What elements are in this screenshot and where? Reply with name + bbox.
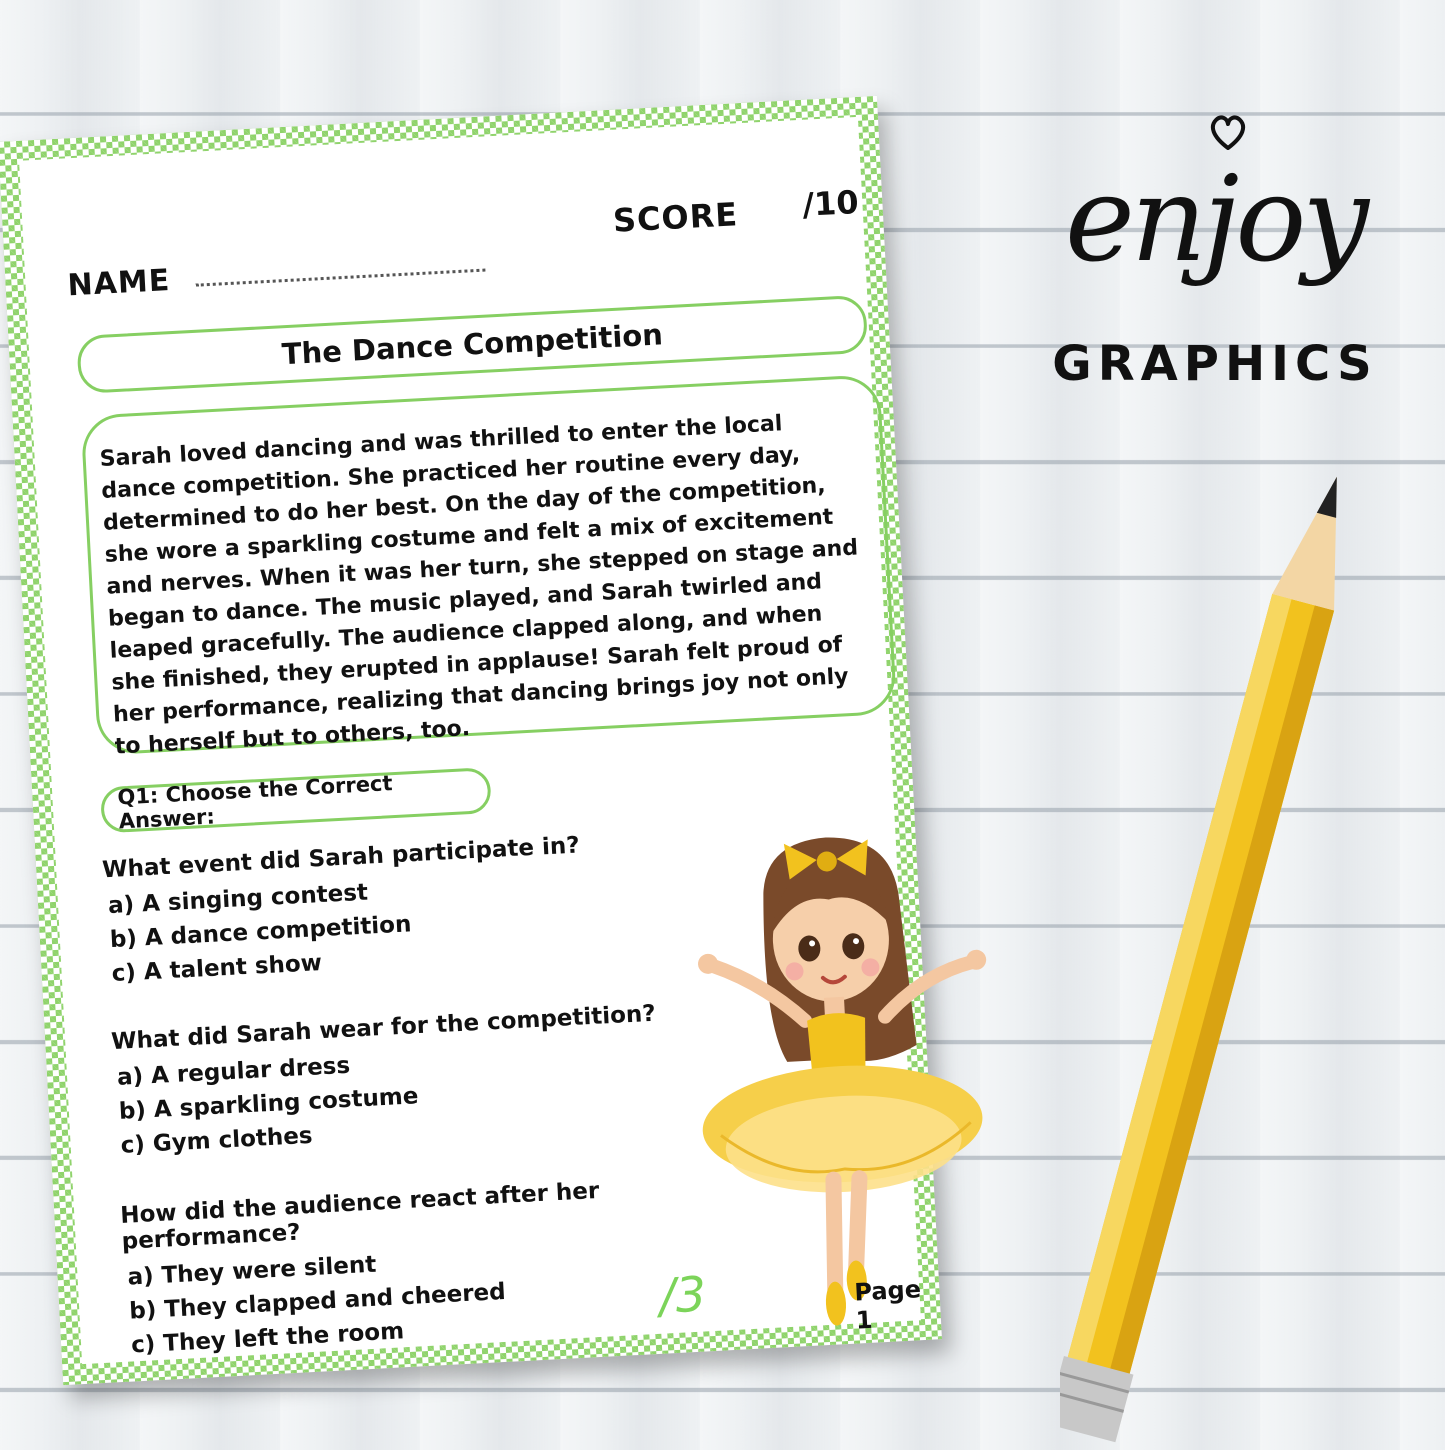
section-header: Q1: Choose the Correct Answer: — [116, 771, 394, 834]
answer-option[interactable]: b) A dance competition — [109, 911, 413, 954]
answer-option[interactable]: a) A regular dress — [116, 1052, 351, 1091]
passage-box — [80, 374, 897, 760]
answer-option[interactable]: c) Gym clothes — [120, 1122, 314, 1159]
question-text: How did the audience react after her performance? — [119, 1177, 600, 1255]
worksheet-body — [19, 117, 921, 1364]
score-total: /10 — [801, 182, 860, 224]
worksheet-title: The Dance Competition — [280, 317, 664, 372]
question-block-1 — [102, 824, 748, 991]
answer-option[interactable]: b) They clapped and cheered — [128, 1278, 507, 1325]
answer-option[interactable]: b) A sparkling costume — [118, 1083, 420, 1125]
heart-icon — [1206, 110, 1250, 154]
reading-passage: Sarah loved dancing and was thrilled to enter the local dance competition. She practiced her routine every day, determined to do her best. On the day of the competition, she wore a sparkling costume and felt a mix of excitement and nerves. When it was her turn, she stepped on stage and began to dance. The music played, and Sarah twirled and leaped gracefully. The audience clapped along, and when she finished, they erupted in applause! Sarah felt proud of her performance, realizing that dancing brings joy not only to herself but to others, too. — [99, 411, 859, 760]
answer-option[interactable]: c) A talent show — [111, 950, 323, 988]
score-label: SCORE — [612, 195, 740, 240]
pencil-icon — [1060, 450, 1360, 1450]
question-text: What did Sarah wear for the competition? — [110, 1000, 657, 1056]
name-field-line[interactable] — [196, 269, 486, 287]
question-text: What event did Sarah participate in? — [101, 832, 581, 884]
question-block-3 — [120, 1169, 767, 1362]
worksheet — [0, 96, 942, 1385]
section-header-box — [100, 767, 492, 833]
question-block-2 — [111, 996, 757, 1163]
ballerina-illustration — [665, 811, 1022, 1348]
brand-subtitle-logo: GRAPHICS — [1052, 336, 1378, 392]
name-label: NAME — [66, 263, 172, 304]
title-banner — [76, 295, 868, 394]
page-number: Page 1 — [853, 1275, 922, 1335]
answer-option[interactable]: c) They left the room — [130, 1318, 405, 1359]
brand-script-logo: enjoy — [1064, 150, 1366, 288]
answer-option[interactable]: a) They were silent — [126, 1251, 377, 1291]
section-score: /3 — [657, 1266, 708, 1325]
answer-option[interactable]: a) A singing contest — [107, 879, 369, 920]
